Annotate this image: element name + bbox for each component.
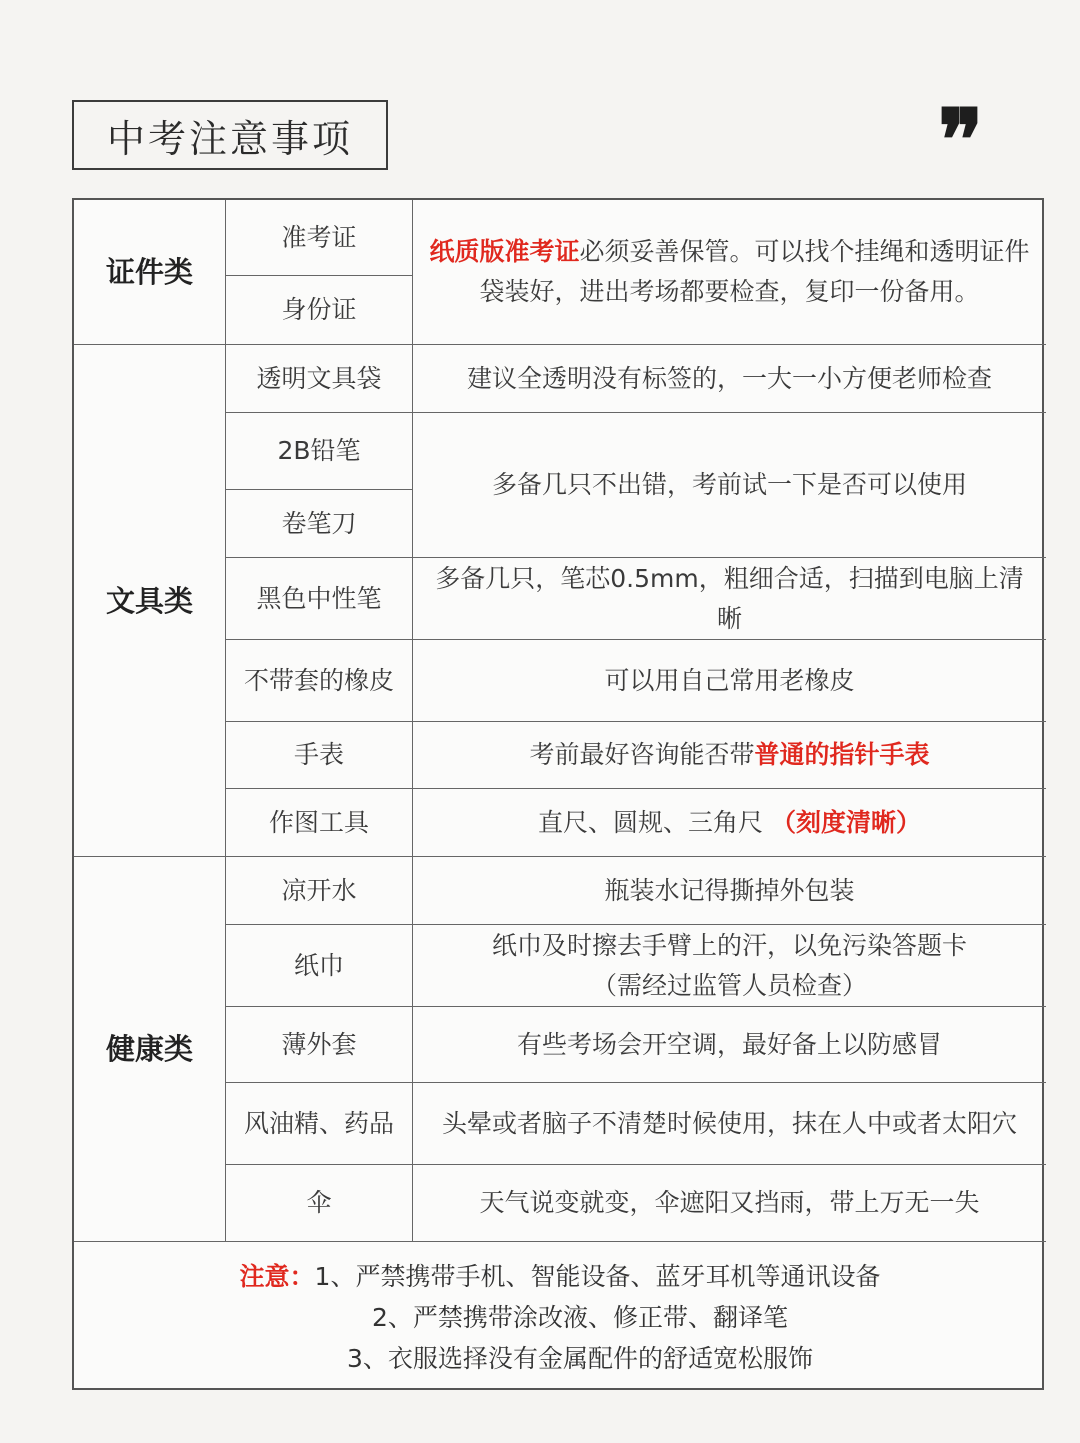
note-gel-pen: 多备几只，笔芯0.5mm，粗细合适，扫描到电脑上清晰 bbox=[413, 558, 1046, 640]
note-tissue bbox=[413, 925, 1046, 1007]
category-stationery: 文具类 bbox=[74, 345, 226, 857]
note-jacket: 有些考场会开空调，最好备上以防感冒 bbox=[413, 1007, 1046, 1083]
note-water: 瓶装水记得撕掉外包装 bbox=[413, 857, 1046, 925]
note-tissue-line1: 纸巾及时擦去手臂上的汗，以免污染答题卡 bbox=[491, 930, 967, 960]
note-drawing-tools bbox=[413, 789, 1046, 857]
footer-line-1-text: 1、严禁携带手机、智能设备、蓝牙耳机等通讯设备 bbox=[314, 1261, 881, 1291]
footer-notes bbox=[74, 1242, 1046, 1392]
checklist-table bbox=[72, 198, 1044, 1390]
page-title: 中考注意事项 bbox=[72, 100, 388, 170]
footer-line-1 bbox=[240, 1256, 881, 1297]
item-stationery-bag: 透明文具袋 bbox=[226, 345, 413, 413]
quote-icon: ❞ bbox=[938, 90, 984, 189]
item-eraser: 不带套的橡皮 bbox=[226, 640, 413, 722]
item-jacket: 薄外套 bbox=[226, 1007, 413, 1083]
note-medicine: 头晕或者脑子不清楚时候使用，抹在人中或者太阳穴 bbox=[413, 1083, 1046, 1165]
footer-line-3: 3、衣服选择没有金属配件的舒适宽松服饰 bbox=[347, 1343, 813, 1373]
item-watch: 手表 bbox=[226, 722, 413, 789]
item-umbrella: 伞 bbox=[226, 1165, 413, 1242]
note-docs-highlight: 纸质版准考证 bbox=[429, 237, 580, 266]
note-watch-highlight: 普通的指针手表 bbox=[754, 740, 930, 769]
note-watch bbox=[413, 722, 1046, 789]
item-id-card: 身份证 bbox=[226, 276, 413, 345]
note-pencil: 多备几只不出错，考前试一下是否可以使用 bbox=[413, 413, 1046, 558]
note-docs-text: 必须妥善保管。可以找个挂绳和透明证件袋装好，进出考场都要检查，复印一份备用。 bbox=[479, 237, 1030, 306]
item-tissue: 纸巾 bbox=[226, 925, 413, 1007]
category-docs: 证件类 bbox=[74, 200, 226, 345]
note-eraser: 可以用自己常用老橡皮 bbox=[413, 640, 1046, 722]
note-umbrella: 天气说变就变，伞遮阳又挡雨，带上万无一失 bbox=[413, 1165, 1046, 1242]
item-medicine: 风油精、药品 bbox=[226, 1083, 413, 1165]
footer-label: 注意： bbox=[239, 1261, 315, 1291]
note-stationery-bag: 建议全透明没有标签的，一大一小方便老师检查 bbox=[413, 345, 1046, 413]
item-drawing-tools: 作图工具 bbox=[226, 789, 413, 857]
item-sharpener: 卷笔刀 bbox=[226, 490, 413, 558]
category-health: 健康类 bbox=[74, 857, 226, 1242]
note-docs bbox=[413, 200, 1046, 345]
note-watch-text: 考前最好咨询能否带 bbox=[529, 740, 755, 769]
note-tissue-line2: （需经过监管人员检查） bbox=[591, 970, 867, 1000]
footer-line-2: 2、严禁携带涂改液、修正带、翻译笔 bbox=[372, 1302, 788, 1332]
item-water: 凉开水 bbox=[226, 857, 413, 925]
item-pencil-2b: 2B铅笔 bbox=[226, 413, 413, 490]
note-drawing-highlight: （刻度清晰） bbox=[770, 807, 921, 837]
item-gel-pen: 黑色中性笔 bbox=[226, 558, 413, 640]
item-admission-card: 准考证 bbox=[226, 200, 413, 276]
note-drawing-text: 直尺、圆规、三角尺 bbox=[538, 807, 771, 837]
